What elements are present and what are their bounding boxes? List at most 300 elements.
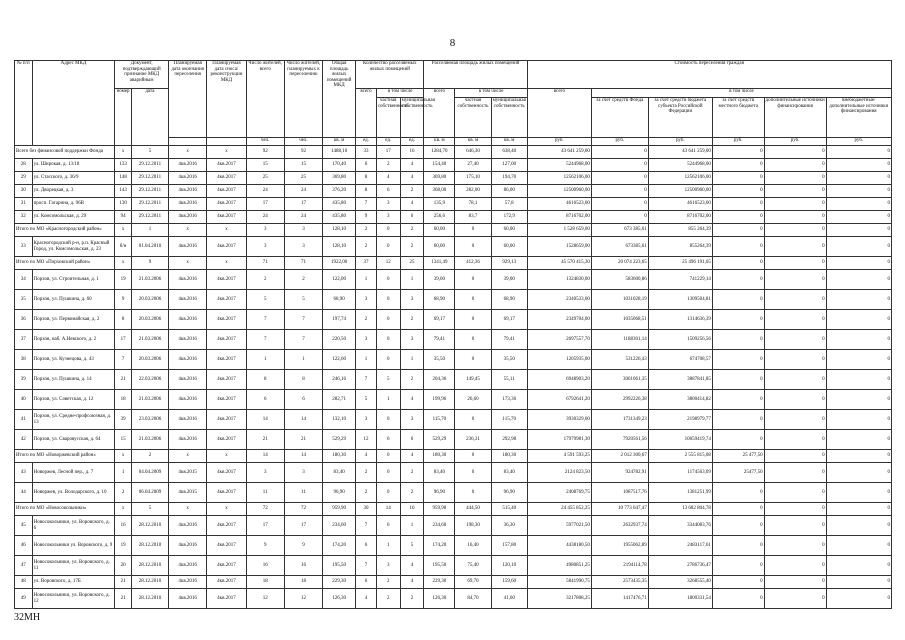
table-cell: 4кв.2016 <box>169 589 207 609</box>
table-cell: 4кв.2017 <box>207 310 246 330</box>
table-cell: 2483117,61 <box>648 536 712 556</box>
table-cell: 115,70 <box>424 410 455 430</box>
table-row <box>15 410 892 430</box>
table-cell: 6 <box>246 390 284 410</box>
table-cell: 37 <box>356 257 377 270</box>
table-cell: 0 <box>712 430 764 450</box>
address-cell: Красногородский р-н, р.п. Красный Город, ул. Комсомольская, д. 23 <box>32 237 115 257</box>
table-cell: 173,36 <box>491 390 527 410</box>
table-cell: 174,20 <box>424 536 455 556</box>
table-cell: 0 <box>764 330 826 350</box>
table-cell: 29.12.2011 <box>131 198 168 211</box>
table-cell: 1 <box>376 536 400 556</box>
table-cell: 16 <box>400 146 424 159</box>
table-cell: 4кв.2016 <box>169 198 207 211</box>
table-cell: 229,30 <box>323 576 356 589</box>
table-cell: 2 <box>246 270 284 290</box>
table-cell: 2697557,70 <box>527 330 591 350</box>
table-cell: 20.03.2006 <box>131 310 168 330</box>
table-cell: 4кв.2016 <box>169 536 207 556</box>
table-cell: 4кв.2017 <box>207 463 246 483</box>
table-cell: 0 <box>455 270 491 290</box>
table-cell: 8 <box>246 370 284 390</box>
address-cell: Порхов, ул. Строительная, д. 1 <box>32 270 115 290</box>
table-cell: 3344083,76 <box>648 516 712 536</box>
table-cell: 24 <box>246 211 284 224</box>
subtotal-row <box>15 503 892 516</box>
table-cell: 16 <box>115 516 132 536</box>
col-cost-extra: дополнительные источники финансирования <box>764 98 826 138</box>
unit-cell: руб. <box>826 138 891 146</box>
table-cell: 6 <box>356 159 377 172</box>
table-cell: 0 <box>826 310 891 330</box>
table-cell: 4кв.2017 <box>207 159 246 172</box>
table-cell: 435,80 <box>323 211 356 224</box>
table-cell: 35,50 <box>491 350 527 370</box>
table-cell: 0 <box>712 198 764 211</box>
table-row <box>15 270 892 290</box>
table-cell: 0 <box>455 350 491 370</box>
table-cell: 19 <box>115 536 132 556</box>
table-cell: 1324830,00 <box>527 270 591 290</box>
table-cell: 4кв.2017 <box>207 589 246 609</box>
table-cell: 04.04.2009 <box>131 463 168 483</box>
table-cell: 0 <box>764 536 826 556</box>
table-cell: 3 <box>284 237 322 257</box>
table-row <box>15 430 892 450</box>
table-cell: 4 <box>400 198 424 211</box>
table-cell: 0 <box>712 257 764 270</box>
table-cell: 4кв.2016 <box>169 410 207 430</box>
table-cell: 282,00 <box>455 185 491 198</box>
table-cell: 20.03.2006 <box>131 290 168 310</box>
table-cell: 0 <box>826 224 891 237</box>
table-cell: 17 <box>376 146 400 159</box>
table-cell: 369,80 <box>424 172 455 185</box>
table-row <box>15 211 892 224</box>
unit-cell: руб. <box>591 138 648 146</box>
table-cell: 1 528 659,00 <box>527 224 591 237</box>
table-cell: 40 <box>15 390 33 410</box>
subtotal-label: Всего без финансовой поддержки Фонда <box>15 146 115 159</box>
table-cell: 0 <box>826 290 891 310</box>
table-cell: 4 <box>400 556 424 576</box>
address-cell: Порхов, ул. Сваровусская, д. 64 <box>32 430 115 450</box>
table-cell: 0 <box>712 536 764 556</box>
table-cell: 19 <box>115 270 132 290</box>
table-cell: 6948903,20 <box>527 370 591 390</box>
table-cell: 2 <box>400 370 424 390</box>
table-cell: 0 <box>712 556 764 576</box>
table-cell: 246,16 <box>323 370 356 390</box>
table-cell: 68,90 <box>424 290 455 310</box>
table-cell: 0 <box>712 185 764 198</box>
table-cell: 0 <box>376 483 400 503</box>
table-cell: 4кв.2015 <box>169 483 207 503</box>
table-cell: 4кв.2017 <box>207 576 246 589</box>
col-count-total: всего <box>356 89 377 138</box>
table-cell: 0 <box>826 450 891 463</box>
table-cell: 292,98 <box>491 430 527 450</box>
table-cell: 1 <box>400 350 424 370</box>
table-cell: 4кв.2016 <box>169 290 207 310</box>
table-cell: 8 <box>356 172 377 185</box>
table-cell: 444,50 <box>455 503 491 516</box>
table-cell: 1922,00 <box>323 257 356 270</box>
table-cell: 8 <box>115 310 132 330</box>
table-cell: 435,80 <box>323 198 356 211</box>
table-cell: 0 <box>826 536 891 556</box>
address-cell: Новосокольники ул. Воровского, д. 9 <box>32 536 115 556</box>
table-cell: б/н <box>115 237 132 257</box>
table-cell: 0 <box>764 224 826 237</box>
table-cell: 0 <box>764 257 826 270</box>
table-cell: 3217808,25 <box>527 589 591 609</box>
table-cell: 21.03.2006 <box>131 390 168 410</box>
table-cell: 2 <box>356 310 377 330</box>
table-cell: 0 <box>826 390 891 410</box>
table-cell: х <box>207 257 246 270</box>
table-cell: х <box>115 257 132 270</box>
table-cell: 18 <box>115 390 132 410</box>
table-cell: 17 <box>246 516 284 536</box>
table-cell: 33 <box>15 237 33 257</box>
table-cell: 0 <box>376 237 400 257</box>
unit-cell: кв. м <box>491 138 527 146</box>
table-cell: 0 <box>764 198 826 211</box>
table-cell: 3 <box>284 224 322 237</box>
table-cell: 2573435,35 <box>591 576 648 589</box>
table-cell: 29.12.2011 <box>131 172 168 185</box>
table-cell: 4кв.2017 <box>207 290 246 310</box>
table-cell: 4кв.2017 <box>207 410 246 430</box>
table-cell: 9 <box>356 211 377 224</box>
table-cell: 94 <box>115 211 132 224</box>
table-cell: 0 <box>455 450 491 463</box>
col-cost-fund: за счет средств Фонда <box>591 98 648 138</box>
table-cell: 7 <box>284 330 322 350</box>
table-cell: 6 <box>376 516 400 536</box>
table-cell: 368,00 <box>424 185 455 198</box>
col-area-total: всего <box>424 89 455 138</box>
table-cell: 4кв.2016 <box>169 390 207 410</box>
table-cell: 0 <box>455 224 491 237</box>
col-residents-planned: Число жителей, планируемых к переселению <box>284 61 322 138</box>
table-cell: 0 <box>712 146 764 159</box>
unit-cell: руб. <box>648 138 712 146</box>
table-cell: 7 <box>356 556 377 576</box>
table-cell: 0 <box>764 172 826 185</box>
table-cell: 1205935,00 <box>527 350 591 370</box>
table-cell: 0 <box>826 211 891 224</box>
unit-cell: ед. <box>356 138 377 146</box>
table-cell: 1 <box>356 350 377 370</box>
table-cell: 12562106,00 <box>648 172 712 185</box>
table-cell: 1188301,14 <box>591 330 648 350</box>
table-cell: 2 <box>400 224 424 237</box>
table-cell: 0 <box>591 198 648 211</box>
table-cell: 4кв.2017 <box>207 270 246 290</box>
table-cell: х <box>115 450 132 463</box>
table-cell: 4кв.2016 <box>169 350 207 370</box>
table-cell: 0 <box>591 159 648 172</box>
table-cell: 0 <box>826 483 891 503</box>
table-row <box>15 290 892 310</box>
table-cell: 6 <box>376 430 400 450</box>
table-cell: 5 <box>246 290 284 310</box>
address-cell: просп. Гагарина, д. 96В <box>32 198 115 211</box>
table-cell: 0 <box>376 450 400 463</box>
col-doc-number: номер <box>115 89 132 146</box>
table-cell: 0 <box>764 237 826 257</box>
col-no: № п/п <box>15 61 33 146</box>
table-cell: 5 <box>131 146 168 159</box>
table-cell: 0 <box>764 503 826 516</box>
table-cell: 4616523,00 <box>527 198 591 211</box>
table-cell: 48 <box>15 576 33 589</box>
table-cell: 204,36 <box>424 370 455 390</box>
table-cell: 28.12.2010 <box>131 589 168 609</box>
table-cell: х <box>169 257 207 270</box>
table-cell: 412,36 <box>455 257 491 270</box>
table-cell: 1 <box>246 350 284 370</box>
table-cell: 79,41 <box>491 330 527 350</box>
table-cell: 170,40 <box>323 159 356 172</box>
table-row <box>15 536 892 556</box>
table-cell: 11 <box>246 483 284 503</box>
table-cell: 29.12.2011 <box>131 211 168 224</box>
table-cell: 4кв.2017 <box>207 483 246 503</box>
table-cell: 21.03.2006 <box>131 270 168 290</box>
table-cell: 4 <box>356 589 377 609</box>
table-cell: 4 591 593,25 <box>527 450 591 463</box>
table-cell: 0 <box>764 185 826 198</box>
table-cell: 69,70 <box>455 576 491 589</box>
table-cell: 0 <box>826 159 891 172</box>
table-cell: 30 <box>356 503 377 516</box>
table-cell: 1087517,76 <box>591 483 648 503</box>
table-cell: 4 <box>400 390 424 410</box>
table-cell: 4кв.2016 <box>169 159 207 172</box>
table-cell: 0 <box>712 370 764 390</box>
table-cell: 45 <box>15 516 33 536</box>
unit-cell: руб. <box>527 138 591 146</box>
table-cell: 4кв.2017 <box>207 185 246 198</box>
table-cell: 7 <box>356 516 377 536</box>
table-cell: 583600,86 <box>591 270 648 290</box>
table-cell: 0 <box>712 503 764 516</box>
table-cell: 33 <box>356 146 377 159</box>
table-cell: 674708,57 <box>648 350 712 370</box>
table-cell: 2 012 300,67 <box>591 450 648 463</box>
table-cell: 92 <box>284 146 322 159</box>
subtotal-label: Итого по МО «Красногородский район» <box>15 224 115 237</box>
unit-cell: ед. <box>376 138 400 146</box>
table-cell: 8716702,00 <box>648 211 712 224</box>
table-cell: 9 <box>246 536 284 556</box>
table-cell: 06.04.2009 <box>131 483 168 503</box>
table-cell: 24 <box>284 185 322 198</box>
table-cell: 2194114,78 <box>591 556 648 576</box>
col-doc-date: дата <box>131 89 168 146</box>
table-cell: 5 <box>284 290 322 310</box>
table-cell: 2 <box>356 483 377 503</box>
table-cell: 199,96 <box>424 390 455 410</box>
table-cell: 4кв.2016 <box>169 370 207 390</box>
table-cell: 673385,61 <box>591 237 648 257</box>
table-cell: 15 <box>115 430 132 450</box>
table-cell: 0 <box>764 390 826 410</box>
table-cell: 2 <box>356 237 377 257</box>
table-cell: 25 477,50 <box>712 450 764 463</box>
table-cell: 2786736,47 <box>648 556 712 576</box>
table-cell: 122,00 <box>323 270 356 290</box>
table-cell: 12500960,00 <box>527 185 591 198</box>
table-cell: 0 <box>376 463 400 483</box>
col-count-in-that: в том числе <box>376 89 424 98</box>
table-cell: 0 <box>826 257 891 270</box>
col-cost-in-that: в том числе <box>591 89 891 98</box>
table-cell: 1341,49 <box>424 257 455 270</box>
table-cell: 2 <box>400 185 424 198</box>
table-cell: 2 <box>400 483 424 503</box>
table-cell: 172,9 <box>491 211 527 224</box>
table-cell: 2 <box>376 576 400 589</box>
table-cell: 1309504,81 <box>648 290 712 310</box>
table-cell: 14 <box>246 410 284 430</box>
table-cell: 0 <box>764 450 826 463</box>
table-cell: 41 <box>15 410 33 430</box>
table-cell: 28.12.2010 <box>131 536 168 556</box>
table-cell: 0 <box>826 172 891 185</box>
table-cell: 4кв.2017 <box>207 172 246 185</box>
table-cell: 0 <box>712 410 764 430</box>
table-cell: 143 <box>115 185 132 198</box>
table-cell: 0 <box>376 350 400 370</box>
col-address: Адрес МКД <box>32 61 115 146</box>
table-cell: 3 <box>246 224 284 237</box>
table-cell: 0 <box>826 237 891 257</box>
table-cell: 0 <box>455 330 491 350</box>
table-cell: 47 <box>15 556 33 576</box>
table-cell: 7 <box>356 370 377 390</box>
table-cell: 43 641 259,00 <box>648 146 712 159</box>
table-cell: 5244968,00 <box>648 159 712 172</box>
table-cell: 0 <box>712 516 764 536</box>
table-cell: 25477,50 <box>712 463 764 483</box>
table-cell: 0 <box>712 576 764 589</box>
table-cell: 197,74 <box>323 310 356 330</box>
table-cell: 234,60 <box>323 516 356 536</box>
table-cell: 17 <box>246 198 284 211</box>
address-cell: Новосокольники, ул. Воровского, д. 6 <box>32 516 115 536</box>
unit-cell: чел. <box>246 138 284 146</box>
table-cell: 2 <box>356 463 377 483</box>
table-cell: 0 <box>764 159 826 172</box>
col-area-in-that: в том числе <box>455 89 527 98</box>
table-cell: 39 <box>15 370 33 390</box>
table-cell: 2 <box>400 237 424 257</box>
table-row <box>15 198 892 211</box>
table-cell: 45 570 415,30 <box>527 257 591 270</box>
table-cell: 9 <box>131 257 168 270</box>
table-cell: 3268555,40 <box>648 576 712 589</box>
table-cell: 0 <box>455 310 491 330</box>
table-cell: 2349704,00 <box>527 310 591 330</box>
table-cell: 10 773 047,47 <box>591 503 648 516</box>
table-cell: 6 <box>284 390 322 410</box>
table-cell: 229,30 <box>424 576 455 589</box>
table-cell: 6 <box>376 185 400 198</box>
table-cell: 4кв.2016 <box>169 556 207 576</box>
table-cell: 69,17 <box>491 310 527 330</box>
address-cell: Порхов, наб. А.Невского, д. 2 <box>32 330 115 350</box>
table-cell: 21.03.2006 <box>131 330 168 350</box>
table-cell: 30 <box>15 185 33 198</box>
table-cell: 1314636,39 <box>648 310 712 330</box>
table-cell: 16 <box>246 556 284 576</box>
table-cell: 175,10 <box>455 172 491 185</box>
unit-cell: руб. <box>712 138 764 146</box>
table-cell: 78,1 <box>455 198 491 211</box>
table-cell: 4кв.2017 <box>207 516 246 536</box>
address-cell: Новосокольники, ул. Воровского, д. 12 <box>32 589 115 609</box>
table-cell: х <box>115 503 132 516</box>
table-cell: 1 <box>284 350 322 370</box>
table-cell: 1955062,89 <box>591 536 648 556</box>
unit-cell: кв. м <box>424 138 455 146</box>
table-cell: 0 <box>455 237 491 257</box>
table-cell: 4616523,00 <box>648 198 712 211</box>
table-cell: 68,90 <box>491 290 527 310</box>
table-cell: х <box>115 224 132 237</box>
table-cell: 72 <box>284 503 322 516</box>
table-cell: 01.04.2010 <box>131 237 168 257</box>
table-cell: 17 <box>284 198 322 211</box>
table-cell: 86,00 <box>491 185 527 198</box>
table-cell: 855264,39 <box>648 237 712 257</box>
table-cell: 3 <box>284 463 322 483</box>
table-cell: 4 <box>400 159 424 172</box>
table-cell: 0 <box>764 410 826 430</box>
table-cell: 149,45 <box>455 370 491 390</box>
table-cell: 57,8 <box>491 198 527 211</box>
col-area-private: частная собственность <box>455 98 491 138</box>
table-cell: 15 <box>284 159 322 172</box>
subtotal-row <box>15 257 892 270</box>
unit-cell: кв. м <box>323 138 356 146</box>
table-cell: 16 <box>400 503 424 516</box>
table-cell: 0 <box>764 211 826 224</box>
table-cell: 4кв.2016 <box>169 211 207 224</box>
table-cell: 0 <box>764 516 826 536</box>
table-cell: 194,70 <box>491 172 527 185</box>
table-cell: 92 <box>246 146 284 159</box>
table-cell: 4кв.2017 <box>207 350 246 370</box>
table-cell: 4 <box>376 172 400 185</box>
table-cell: 0 <box>712 172 764 185</box>
table-cell: 2992226,38 <box>591 390 648 410</box>
table-cell: 3930329,00 <box>527 410 591 430</box>
table-cell: 14 <box>284 410 322 430</box>
table-cell: 7 <box>246 330 284 350</box>
table-cell: 0 <box>712 589 764 609</box>
table-cell: 21.03.2006 <box>131 430 168 450</box>
table-cell: 7 <box>284 310 322 330</box>
table-cell: 83,7 <box>455 211 491 224</box>
table-cell: 0 <box>712 270 764 290</box>
table-row <box>15 185 892 198</box>
